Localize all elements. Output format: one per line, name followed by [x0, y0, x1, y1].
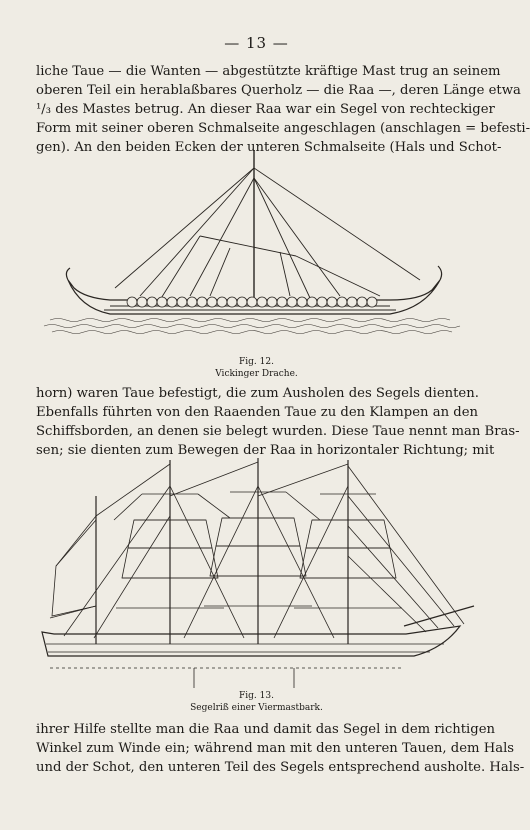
text-line: Ebenfalls führten von den Raaenden Taue zu den Klampen an den — [36, 405, 478, 420]
page-number: — 13 — — [224, 34, 289, 52]
text-line: Form mit seiner oberen Schmalseite angeschlagen (anschlagen = befesti- — [36, 121, 530, 136]
viking-ship-illustration — [40, 148, 470, 348]
text-line: Schiffsborden, an denen sie belegt wurden. Diese Taue nennt man Bras- — [36, 424, 520, 439]
figure-13-caption — [0, 690, 513, 714]
text-line: oberen Teil ein herablaßbares Querholz — die Raa —, deren Länge etwa — [36, 83, 521, 98]
paragraph-middle — [36, 384, 520, 460]
text-line: horn) waren Taue befestigt, die zum Ausholen des Segels dienten. — [36, 386, 479, 401]
text-line: und der Schot, den unteren Teil des Segels entsprechend ausholte. Hals- — [36, 760, 525, 775]
figure-12-caption — [0, 356, 513, 380]
figure-13-label: Fig. 13. — [239, 691, 274, 701]
figure-12-label: Fig. 12. — [239, 357, 274, 367]
paragraph-top — [36, 62, 530, 157]
text-line: ¹/₃ des Mastes betrug. An dieser Raa war ein Segel von rechteckiger — [36, 102, 495, 117]
figure-12-title: Vickinger Drache. — [215, 369, 298, 379]
text-line: gen). An den beiden Ecken der unteren Schmalseite (Hals und Schot- — [36, 140, 502, 155]
text-line: liche Taue — die Wanten — abgestützte kräftige Mast trug an seinem — [36, 64, 501, 79]
text-line: Winkel zum Winde ein; während man mit den unteren Tauen, dem Hals — [36, 741, 515, 756]
figure-13-title: Segelriß einer Viermastbark. — [190, 703, 323, 713]
paragraph-bottom — [36, 720, 525, 777]
text-line: sen; sie dienten zum Bewegen der Raa in horizontaler Richtung; mit — [36, 443, 495, 458]
four-masted-barque-illustration — [34, 456, 480, 688]
text-line: ihrer Hilfe stellte man die Raa und damit das Segel in dem richtigen — [36, 722, 495, 737]
